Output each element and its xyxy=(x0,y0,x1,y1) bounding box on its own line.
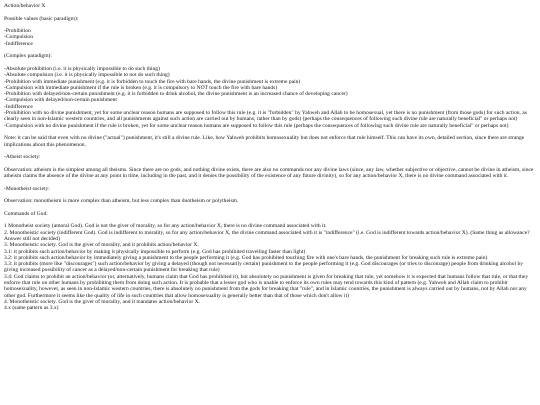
atheist-observation: Observation: atheism is the simplest among all theisms. Since there are no gods, and nothing divine exists, there are also no commands nor any divine laws (since, any law, whether subjective or objective, cannot be divine in atheism, since atheism claims the absence of the divine at any point in time, including in the past, and it denies the possibility of the existence of any future divinity), so for any action/behavior X, there is no divine command associated with it. xyxy=(4,166,534,180)
basic-value-item: -Compulsion xyxy=(4,34,33,41)
command-item: 3.4: God claims to prohibit an action/behavior (or, alternatively, humans claim that God has prohibited it), but absolutely no punishment is given for breaking that rule, yet somehow it is expected that humans follow that rule, or that they enforce that rule on other humans by prohibiting them from doing such action. It is probable that a lesser god who is unable to enforce its own rules may tend towards this kind of pattern (e.g. Yahweh and Allah claim to prohibit homosexuality, however, as seen in non-Islamic western countries, there is absolutely no punishment from the gods for breaking that "rule", and in Islamic countries, the punishment is always carried out by humans, not by Allah nor any other god. Furthermore it seems like the quality of life in such countries that allow homosexuality is generally better than that of those which don't allow it) xyxy=(4,273,529,299)
commands-heading: Commands of God: xyxy=(4,210,48,217)
complex-value-item: -Absolute prohibition (i.e. it is physically impossible to do such thing) xyxy=(4,65,160,72)
complex-value-item: -Compulsion with immediate punishment if the rule is broken (e.g. it is compulsory to NOT touch the fire with bare hands) xyxy=(4,84,278,91)
note-paragraph: Note: it can be said that even with no divine ("actual") punishment, it's still a divine rule. Like, how Yahweh prohibits homosexuality but does not enforce that rule himself. This can have its own, detailed section, since there are strange implications about this phenomenon. xyxy=(4,135,525,148)
basic-value-item: -Indifference xyxy=(4,40,33,47)
basic-value-item: -Prohibition xyxy=(4,28,31,35)
document-title: Action/behavior X xyxy=(4,3,46,9)
complex-value-item: -Prohibition with no divine punishment, yet for some unclear reason humans are supposed to follow this rule (e.g. it is "forbidden" by Yahweh and Allah to be homosexual, yet there is no punishment (from those gods) for such action, as clearly seen in non-Islamic western countries, and all punishments against such action are carried out by humans, rather than by gods) (perhaps the consequences of following such divine rule are naturally beneficial" or perhaps not) xyxy=(4,110,527,123)
command-item: 4.x (same pattern as 3.x) xyxy=(4,305,59,312)
command-item: 3.1: it prohibits such action/behavior by making it physically impossible to perform (e.g. God has prohibited travelling faster than light) xyxy=(4,248,306,255)
command-item: 1 Monotheist society (amoral God). God is not the giver of morality, so for any action/behavior X, there is no divine command associated with it. xyxy=(4,223,327,230)
complex-value-item: -Compulsion with no divine punishment if the rule is broken, yet for some unclear reason humans are supposed to follow this rule (perhaps the consequences of following such divine rule are naturally beneficial" or perhaps not) xyxy=(4,122,509,129)
command-item: 3.2: it prohibits such action/behavior by immediately giving a punishment to the people performing it (e.g. God has prohibited touching fire with one's bare hands, the punishment for breaking such rule is extreme pain) xyxy=(4,254,488,261)
monotheist-observation: Observation: monotheism is more complex than atheism, but less complex than duotheism or polytheism. xyxy=(4,198,239,205)
monotheist-heading: -Monotheist society: xyxy=(4,185,50,192)
complex-paradigm-heading: (Complex paradigm): xyxy=(4,53,52,60)
complex-value-item: -Indifference xyxy=(4,103,33,110)
complex-value-item: -Prohibition with delayed/non-certain punishment (e.g. it is forbidden to drink alcohol, the divine punishment is an increased chance of developing cancer) xyxy=(4,91,348,98)
complex-value-item: -Prohibition with immediate punishment (e.g. it is forbidden to touch the fire with bare hands, the divine punishment is extreme pain) xyxy=(4,78,301,85)
command-item: 4. Monotheistic society. God is the giver of morality, and it mandates action/behavior X. xyxy=(4,298,200,305)
command-item: 2. Monotheistic society (indifferent God). God is indifferent to morality, so for any action/behavior X, the divine command associated with it is "indifference" (i.e. God is indifferent towards action/behavior X). (Same thing as allowance? Answer still not decided) xyxy=(4,229,530,242)
complex-value-item: -Absolute compulsion (i.e. it is physically impossible to not do such thing) xyxy=(4,72,170,79)
complex-value-item: -Compulsion with delayed/non-certain punishment xyxy=(4,97,117,104)
command-item: 3. Monotheistic society. God is the giver of morality, and it prohibits action/behavior X. xyxy=(4,242,199,249)
atheist-heading: -Atheist society: xyxy=(4,154,41,161)
document-body xyxy=(4,3,536,312)
command-item: 3.3: it prohibits (more like "discourages") such action/behavior by giving a delayed (though not necessarily certain) punishment to the people performing it (e.g. God discourages (or tries to discourage) people from drinking alcohol by giving increased possibility of cancer as a delayed/non-certain punishment for breaking that rule) xyxy=(4,261,524,274)
possible-values-heading: Possible values (basic paradigm): xyxy=(4,15,79,22)
